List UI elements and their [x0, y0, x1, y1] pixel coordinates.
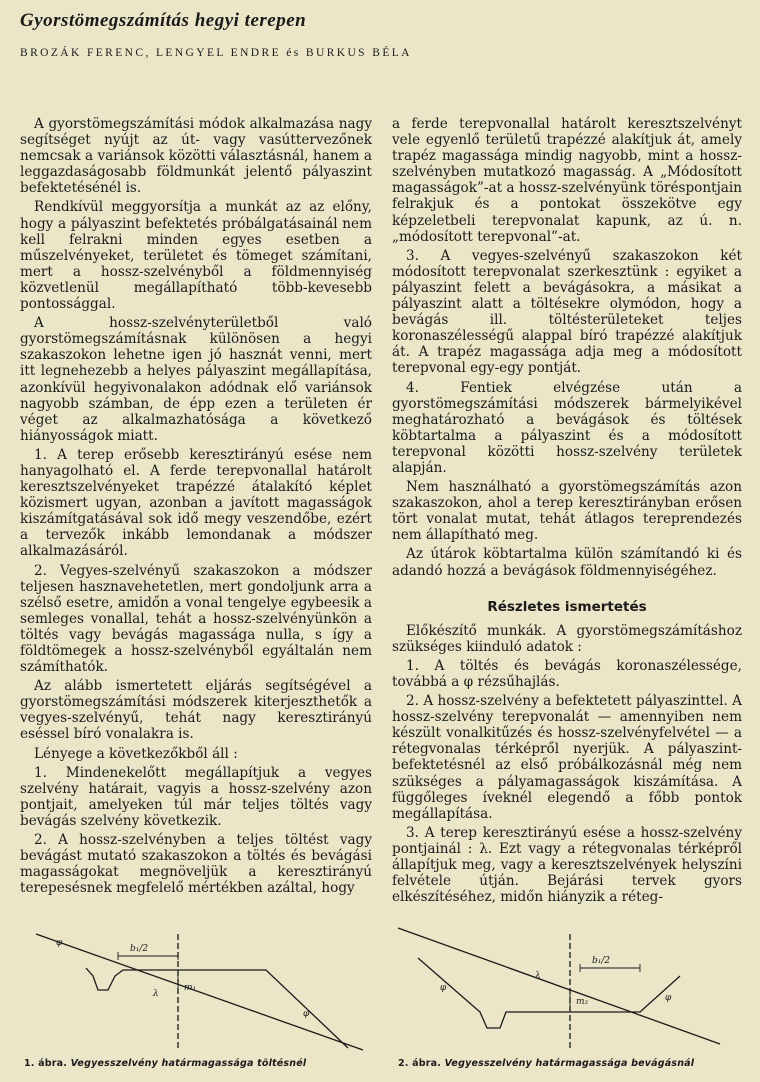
- height-label: m₁: [184, 983, 197, 993]
- paragraph: 1. A terep erősebb keresztirányú esése nem hanyagolható el. A ferde terepvonallal határolt keresztszelvényeket trapézzé átalakító képlet közismert ugyan, azonban a javított magasságok kiszámítgatásával sok idő megy veszendőbe, ezért a tervezők inkább lemondanak a módszer alkalmazásáról.: [20, 446, 372, 560]
- paragraph: 1. A töltés és bevágás koronaszélessége, továbbá a φ rézsűhajlás.: [392, 657, 742, 690]
- paragraph: Rendkívül meggyorsítja a munkát az az előny, hogy a pályaszint befektetés próbálgatásainál nem kell felrakni minden egyes esetben a műszelvényeket, területet és tömeget számítani, mert a hossz-szelvényből a földmennyiség közvetlenül megállapítható több-kevesebb pontossággal.: [20, 199, 372, 313]
- paragraph: A hossz-szelvényterületből való gyorstömegszámításnak különösen a hegyi szakaszokon lehetne igen jó hasznát venni, mert itt legnehezebb a helyes pályaszint megállapítása, azonkívül hegyivonalakon adódnak elő variánsok nagyobb számban, de épp ezen a területen ér véget az alkalmazhatósága a következő hiányosságok miatt.: [20, 315, 372, 444]
- terrain-slope-label: λ: [535, 971, 541, 981]
- paragraph: a ferde terepvonallal határolt keresztszelvényt vele egyenlő területű trapézzé alakítjuk át, amely trapéz magassága mindig nagyobb, mint a hossz-szelvényben mutatkozó magasság. A „Módosított magasságok”-at a hossz-szelvényünk töréspontjain felrakjuk és a pontokat összekötve egy képzeletbeli terepvonalat kapunk, az ú. n. „módosított terepvonal”-at.: [392, 116, 742, 245]
- paragraph: 3. A vegyes-szelvényű szakaszokon két módosított terepvonalat szerkesztünk : egyiket a pályaszint felett a bevágásokra, a másikat a pályaszint alatt a töltésekre olymódon, hogy a bevágás ill. töltésterületeket teljes koronaszélességű alappal bíró trapézzé alakítjuk át. A trapéz magassága adja meg a módosított terepvonal egy-egy pontját.: [392, 247, 742, 377]
- paragraph: 1. Mindenekelőtt megállapítjuk a vegyes szelvény határait, vagyis a hossz-szelvény azon pontjait, amelyeken túl már teljes töltés vagy bevágás szelvény következik.: [20, 764, 372, 829]
- caption-text: Vegyesszelvény határmagassága töltésnél: [70, 1058, 307, 1069]
- paragraph: 2. A hossz-szelvény a befektetett pályaszinttel. A hossz-szelvény terepvonalát — amennyiben nem készült vonalkitűzés és hossz-szelvényfelvétel — a rétegvonalas térképről nyerjük. A pályaszint-befektetésnél az első próbálkozásnál még nem szükséges a pályamagasságok kiszámítása. A függőleges íveknél elegendő a főbb pontok megállapítása.: [392, 693, 742, 822]
- paragraph: Előkészítő munkák. A gyorstömegszámításhoz szükséges kiinduló adatok :: [392, 622, 742, 655]
- article-authors: BROZÁK FERENC, LENGYEL ENDRE és BURKUS BÉLA: [20, 47, 412, 59]
- right-column: [392, 116, 742, 908]
- caption-number: 1. ábra.: [24, 1058, 68, 1069]
- caption-number: 2. ábra.: [398, 1058, 442, 1069]
- paragraph: A gyorstömegszámítási módok alkalmazása nagy segítséget nyújt az út- vagy vasúttervezőnek nemcsak a variánsok közötti választásnál, hanem a leggazdaságosabb földmunkát jelentő pályaszint befektetésénél is.: [20, 116, 372, 197]
- slope-label: φ: [665, 993, 672, 1003]
- paragraph: 4. Fentiek elvégzése után a gyorstömegszámítási módszerek bármelyikével meghatározható a bevágások és töltések köbtartalma a pályaszint és a módosított terepvonal közötti hossz-szelvény területek alapján.: [392, 379, 742, 476]
- paragraph: 3. A terep keresztirányú esése a hossz-szelvény pontjainál : λ. Ezt vagy a rétegvonalas térképről állapítjuk meg, vagy a keresztszelvények helyszíni felvétele útján. Bejárási tervek gyors elkészítéséhez, midőn hiányzik a réteg-: [392, 824, 742, 906]
- figure-1-diagram: [18, 918, 370, 1058]
- paragraph: Az alább ismertetett eljárás segítségével a gyorstömegszámítási módszerek kiterjeszthetők a vegyes-szelvényű, tehát nagy keresztirányú eséssel bíró vonalakra is.: [20, 678, 372, 743]
- height-label: m₂: [576, 997, 589, 1007]
- cross-section-profile: [418, 958, 680, 1028]
- caption-text: Vegyesszelvény határmagassága bevágásnál: [444, 1058, 695, 1069]
- terrain-slope-label: λ: [153, 989, 159, 999]
- figure-1-caption: [24, 1058, 306, 1069]
- figure-2-diagram: [390, 918, 742, 1058]
- paragraph: Az útárok köbtartalma külön számítandó ki és adandó hozzá a bevágások földmennyiségéhez.: [392, 546, 742, 579]
- figure-2: [390, 918, 742, 1058]
- cross-section-profile: [86, 968, 348, 1048]
- left-column: [20, 116, 372, 899]
- figure-1: [18, 918, 370, 1058]
- slope-label: φ: [56, 938, 63, 948]
- paragraph: 2. Vegyes-szelvényű szakaszokon a módszer teljesen hasznavehetetlen, mert gondoljunk arra a szélső esetre, amidőn a vonal tengelye egybeesik a semleges vonallal, tehát a hossz-szelvényünkön a töltés vagy bevágás magassága nulla, s így a földtömegek a hossz-szelvényből egyáltalán nem számíthatók.: [20, 562, 372, 676]
- slope-label: φ: [303, 1009, 310, 1019]
- paragraph: Nem használható a gyorstömegszámítás azon szakaszokon, ahol a terep keresztirányban erősen tört vonalat mutat, tehát átlagos tereprendezés nem állapítható meg.: [392, 479, 742, 544]
- figure-2-caption: [398, 1058, 694, 1069]
- width-label: b₁/2: [592, 956, 611, 966]
- article-title: Gyorstömegszámítás hegyi terepen: [20, 10, 307, 31]
- width-label: b₁/2: [130, 944, 149, 954]
- section-heading: Részletes ismertetés: [487, 598, 647, 615]
- terrain-line: [36, 934, 363, 1050]
- paragraph: 2. A hossz-szelvényben a teljes töltést vagy bevágást mutató szakaszokon a töltés és bevágási magasságokat megnöveljük a keresztirányú terepesésnek megfelelő mértékben azáltal, hogy: [20, 832, 372, 897]
- slope-label: φ: [440, 983, 447, 993]
- paragraph: Lényege a következőkből áll :: [34, 745, 238, 762]
